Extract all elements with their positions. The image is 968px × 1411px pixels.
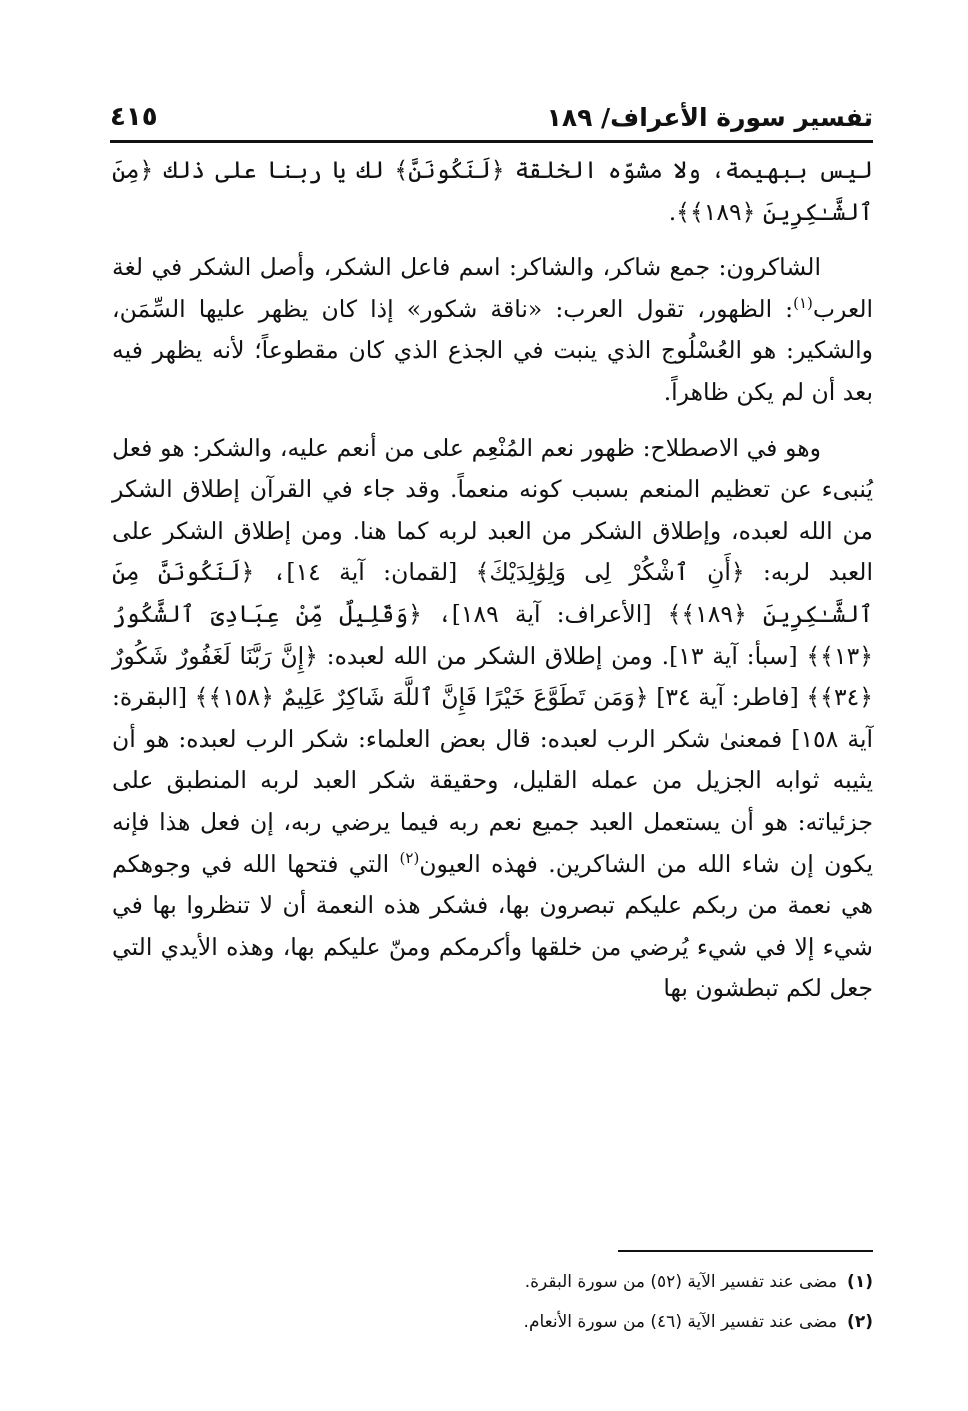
footnote-1-mark: (١): [847, 1272, 873, 1292]
paragraph-2-text-b: : الظهور، تقول العرب: «ناقة شكور» إذا كان يظهر عليها السِّمَن، والشكير: هو العُسْلُوج الذي ينبت في الجذع الذي كان مقطوعاً؛ لأنه يظهر فيه بعد أن لم يكن ظاهراً.: [112, 294, 873, 406]
footnote-2-mark: (٢): [847, 1312, 873, 1332]
footnote-ref-2[interactable]: (٢): [399, 848, 420, 867]
paragraph-3-text-b: التي فتحها الله في وجوهكم هي نعمة من ربكم عليكم تبصرون بها، فشكر هذه النعمة أن لا تنظروا بها في شيء إلا في شيء يُرضي من خلقها وأكرمكم ومنّ عليكم بها، وهذه الأيدي التي جعل لكم تبطشون بها: [112, 849, 873, 1003]
footnote-ref-1[interactable]: (١): [793, 293, 813, 312]
running-title: تفسير سورة الأعراف/ ١٨٩: [546, 103, 873, 132]
paragraph-3-text-a: وهو في الاصطلاح: ظهور نعم المُنْعِم على من أنعم عليه، والشكر: هو فعل يُنبىء عن تعظيم المنعم بسبب كونه منعماً. وقد جاء في القرآن إطلاق الشكر من الله لعبده، وإطلاق الشكر من العبد لربه كما هنا. ومن إطلاق الشكر على العبد لربه: ﴿أَنِ ٱشْكُرْ لِى وَلِوَٰلِدَيْكَ﴾ [لقمان: آية ١٤]، ﴿لَنَكُونَنَّ مِنَ ٱلشَّـٰكِرِينَ ﴿١٨٩﴾﴾ [الأعراف: آية ١٨٩]، ﴿وَقَلِيلٌ مِّنْ عِبَادِىَ ٱلشَّكُورُ ﴿١٣﴾﴾ [سبأ: آية ١٣]. ومن إطلاق الشكر من الله لعبده: ﴿إِنَّ رَبَّنَا لَغَفُورٌ شَكُورٌ ﴿٣٤﴾﴾ [فاطر: آية ٣٤] ﴿وَمَن تَطَوَّعَ خَيْرًا فَإِنَّ ٱللَّهَ شَاكِرٌ عَلِيمٌ ﴿١٥٨﴾﴾ [البقرة: آية ١٥٨] فمعنىٰ شكر الرب لعبده: قال بعض العلماء: شكر الرب لعبده: هو أن يثيبه ثوابه الجزيل من عمله القليل، وحقيقة شكر العبد لربه المنطبق على جزئياته: هو أن يستعمل العبد جميع نعم ربه فيما يرضي ربه، إن فعل هذا فإنه يكون إن شاء الله من الشاكرين. فهذه العيون: [112, 433, 874, 878]
footnotes: [112, 1262, 873, 1342]
main-text: [112, 150, 873, 1010]
paragraph-1-text: ليس ببهيمة، ولا مشوّه الخلقة ﴿لَنَكُونَنَّ﴾ لك يا ربنا على ذلك ﴿مِنَ ٱلشَّـٰكِرِينَ ﴿١٨٩﴾﴾.: [112, 156, 873, 226]
footnote-1: [112, 1262, 873, 1302]
paragraph-2: [112, 247, 873, 413]
paragraph-1: [112, 150, 873, 233]
footnote-2-text: مضى عند تفسير الآية (٤٦) من سورة الأنعام.: [523, 1312, 838, 1332]
header-divider: [110, 140, 873, 143]
paragraph-3: [112, 428, 873, 1010]
paragraph-2-text-a: الشاكرون: جمع شاكر، والشاكر: اسم فاعل الشكر، وأصل الشكر في لغة العرب: [112, 253, 874, 323]
footnote-2: [112, 1302, 873, 1342]
footnote-divider: [618, 1250, 873, 1252]
page-number: ٤١٥: [110, 102, 158, 132]
footnote-1-text: مضى عند تفسير الآية (٥٢) من سورة البقرة.: [524, 1272, 838, 1292]
running-header: [110, 88, 873, 132]
